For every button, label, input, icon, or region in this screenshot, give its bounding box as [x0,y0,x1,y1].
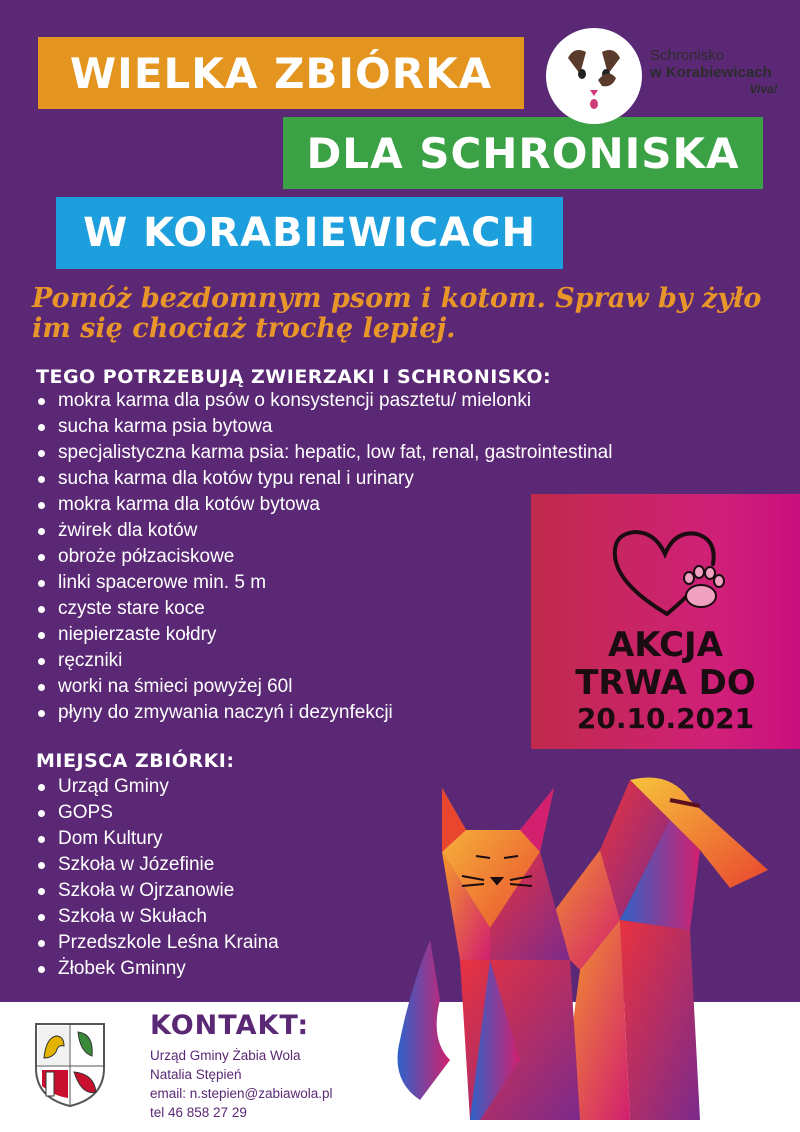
logo-line-1: Schronisko [650,47,725,64]
needs-list-item: niepierzaste kołdry [34,622,612,648]
banner-title-line-2 [283,117,763,189]
contact-phone: tel 46 858 27 29 [150,1105,247,1120]
needs-list-item: mokra karma dla kotów bytowa [34,492,612,518]
needs-heading: TEGO POTRZEBUJĄ ZWIERZAKI I SCHRONISKO: [36,366,552,388]
banner-title-line-3-text: W KORABIEWICACH [83,210,536,256]
places-list-item: Urząd Gminy [34,774,279,800]
places-list-item: Szkoła w Ojrzanowie [34,878,279,904]
logo-viva: Viva! [749,82,778,96]
places-list-item: Przedszkole Leśna Kraina [34,930,279,956]
contact-title: KONTAKT: [150,1010,310,1041]
places-list-item: Szkoła w Skułach [34,904,279,930]
coat-of-arms-icon [34,1022,106,1112]
needs-list-item: ręczniki [34,648,612,674]
campaign-label-line-1: AKCJA [607,625,724,665]
needs-list-item: czyste stare koce [34,596,612,622]
needs-list-item: żwirek dla kotów [34,518,612,544]
heart-paw-icon [609,524,739,619]
places-list-item: Żłobek Gminny [34,956,279,982]
needs-list-item: płyny do zmywania naczyń i dezynfekcji [34,700,612,726]
cat-tail [398,940,451,1100]
tagline: Pomóż bezdomnym psom i kotom. Spraw by żyło im się chociaż trochę lepiej. [32,283,762,344]
campaign-label [531,626,800,702]
needs-list [34,388,612,726]
contact-person: Natalia Stępień [150,1067,242,1082]
campaign-end-date: 20.10.2021 [576,702,755,735]
places-list-item: GOPS [34,800,279,826]
needs-list-item: obroże półzaciskowe [34,544,612,570]
needs-list-item: sucha karma psia bytowa [34,414,612,440]
banner-title-line-1 [38,37,524,109]
needs-list-item: specjalistyczna karma psia: hepatic, low fat, renal, gastrointestinal [34,440,612,466]
contact-org: Urząd Gminy Żabia Wola [150,1048,301,1063]
needs-list-item: sucha karma dla kotów typu renal i urinary [34,466,612,492]
places-list-item: Dom Kultury [34,826,279,852]
origami-cat-dog-illustration [370,760,800,1132]
needs-list-item: linki spacerowe min. 5 m [34,570,612,596]
contact-email[interactable]: email: n.stepien@zabiawola.pl [150,1086,333,1101]
dog-face-icon [546,28,642,124]
places-list [34,774,279,982]
logo-line-2: w Korabiewicach [650,64,772,81]
places-list-item: Szkoła w Józefinie [34,852,279,878]
contact-details [150,1046,333,1122]
campaign-deadline-box [531,494,800,749]
banner-title-line-2-text: DLA SCHRONISKA [306,128,740,178]
banner-title-line-1-text: WIELKA ZBIÓRKA [69,48,493,98]
shelter-logo-text [650,47,778,98]
needs-list-item: worki na śmieci powyżej 60l [34,674,612,700]
banner-title-line-3 [56,197,563,269]
places-heading: MIEJSCA ZBIÓRKI: [36,750,235,772]
needs-list-item: mokra karma dla psów o konsystencji pasztetu/ mielonki [34,388,612,414]
campaign-label-line-2: TRWA DO [575,663,756,703]
